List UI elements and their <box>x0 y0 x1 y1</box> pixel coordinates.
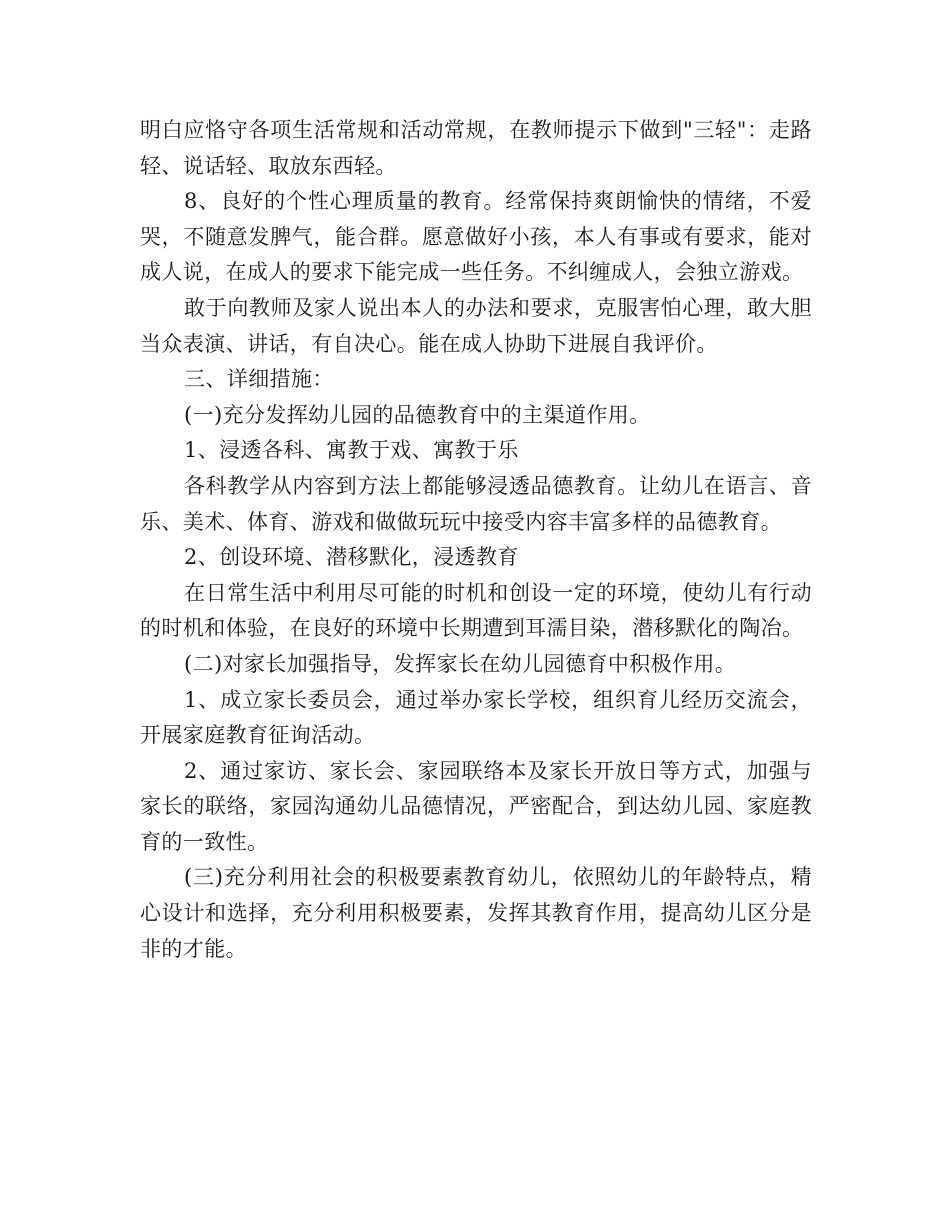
subheading-2: (二)对家长加强指导，发挥家长在幼儿园德育中积极作用。 <box>184 651 737 676</box>
paragraph-1: 明白应恪守各项生活常规和活动常规，在教师提示下做到"三轻"：走路轻、说话轻、取放东西轻。 <box>140 118 812 178</box>
paragraph-2: 8、良好的个性心理质量的教育。经常保持爽朗愉快的情绪，不爱哭，不随意发脾气，能合群。愿意做好小孩，本人有事或有要求，能对成人说，在成人的要求下能完成一些任务。不纠缠成人，会独立游戏。 <box>140 189 812 285</box>
item-heading-2: 2、创设环境、潜移默化，浸透教育 <box>184 545 519 570</box>
paragraph-4: 各科教学从内容到方法上都能够浸透品德教育。让幼儿在语言、音乐、美术、体育、游戏和做做玩玩中接受内容丰富多样的品德教育。 <box>140 473 812 534</box>
document-page <box>140 113 812 967</box>
item-heading-1: 1、浸透各科、寓教于戏、寓教于乐 <box>184 438 519 463</box>
paragraph-5: 在日常生活中利用尽可能的时机和创设一定的环境，使幼儿有行动的时机和体验，在良好的环境中长期遭到耳濡目染，潜移默化的陶冶。 <box>140 580 812 641</box>
paragraph-7: 2、通过家访、家长会、家园联络本及家长开放日等方式，加强与家长的联络，家园沟通幼儿品德情况，严密配合，到达幼儿园、家庭教育的一致性。 <box>140 758 812 854</box>
subheading-1: (一)充分发挥幼儿园的品德教育中的主渠道作用。 <box>184 402 651 427</box>
section-heading-measures: 三、详细措施： <box>184 367 334 392</box>
paragraph-6: 1、成立家长委员会，通过举办家长学校，组织育儿经历交流会，开展家庭教育征询活动。 <box>140 687 812 748</box>
paragraph-8: (三)充分利用社会的积极要素教育幼儿，依照幼儿的年龄特点，精心设计和选择，充分利用积极要素，发挥其教育作用，提高幼儿区分是非的才能。 <box>140 865 812 961</box>
paragraph-3: 敢于向教师及家人说出本人的办法和要求，克服害怕心理，敢大胆当众表演、讲话，有自决心。能在成人协助下进展自我评价。 <box>140 295 812 356</box>
